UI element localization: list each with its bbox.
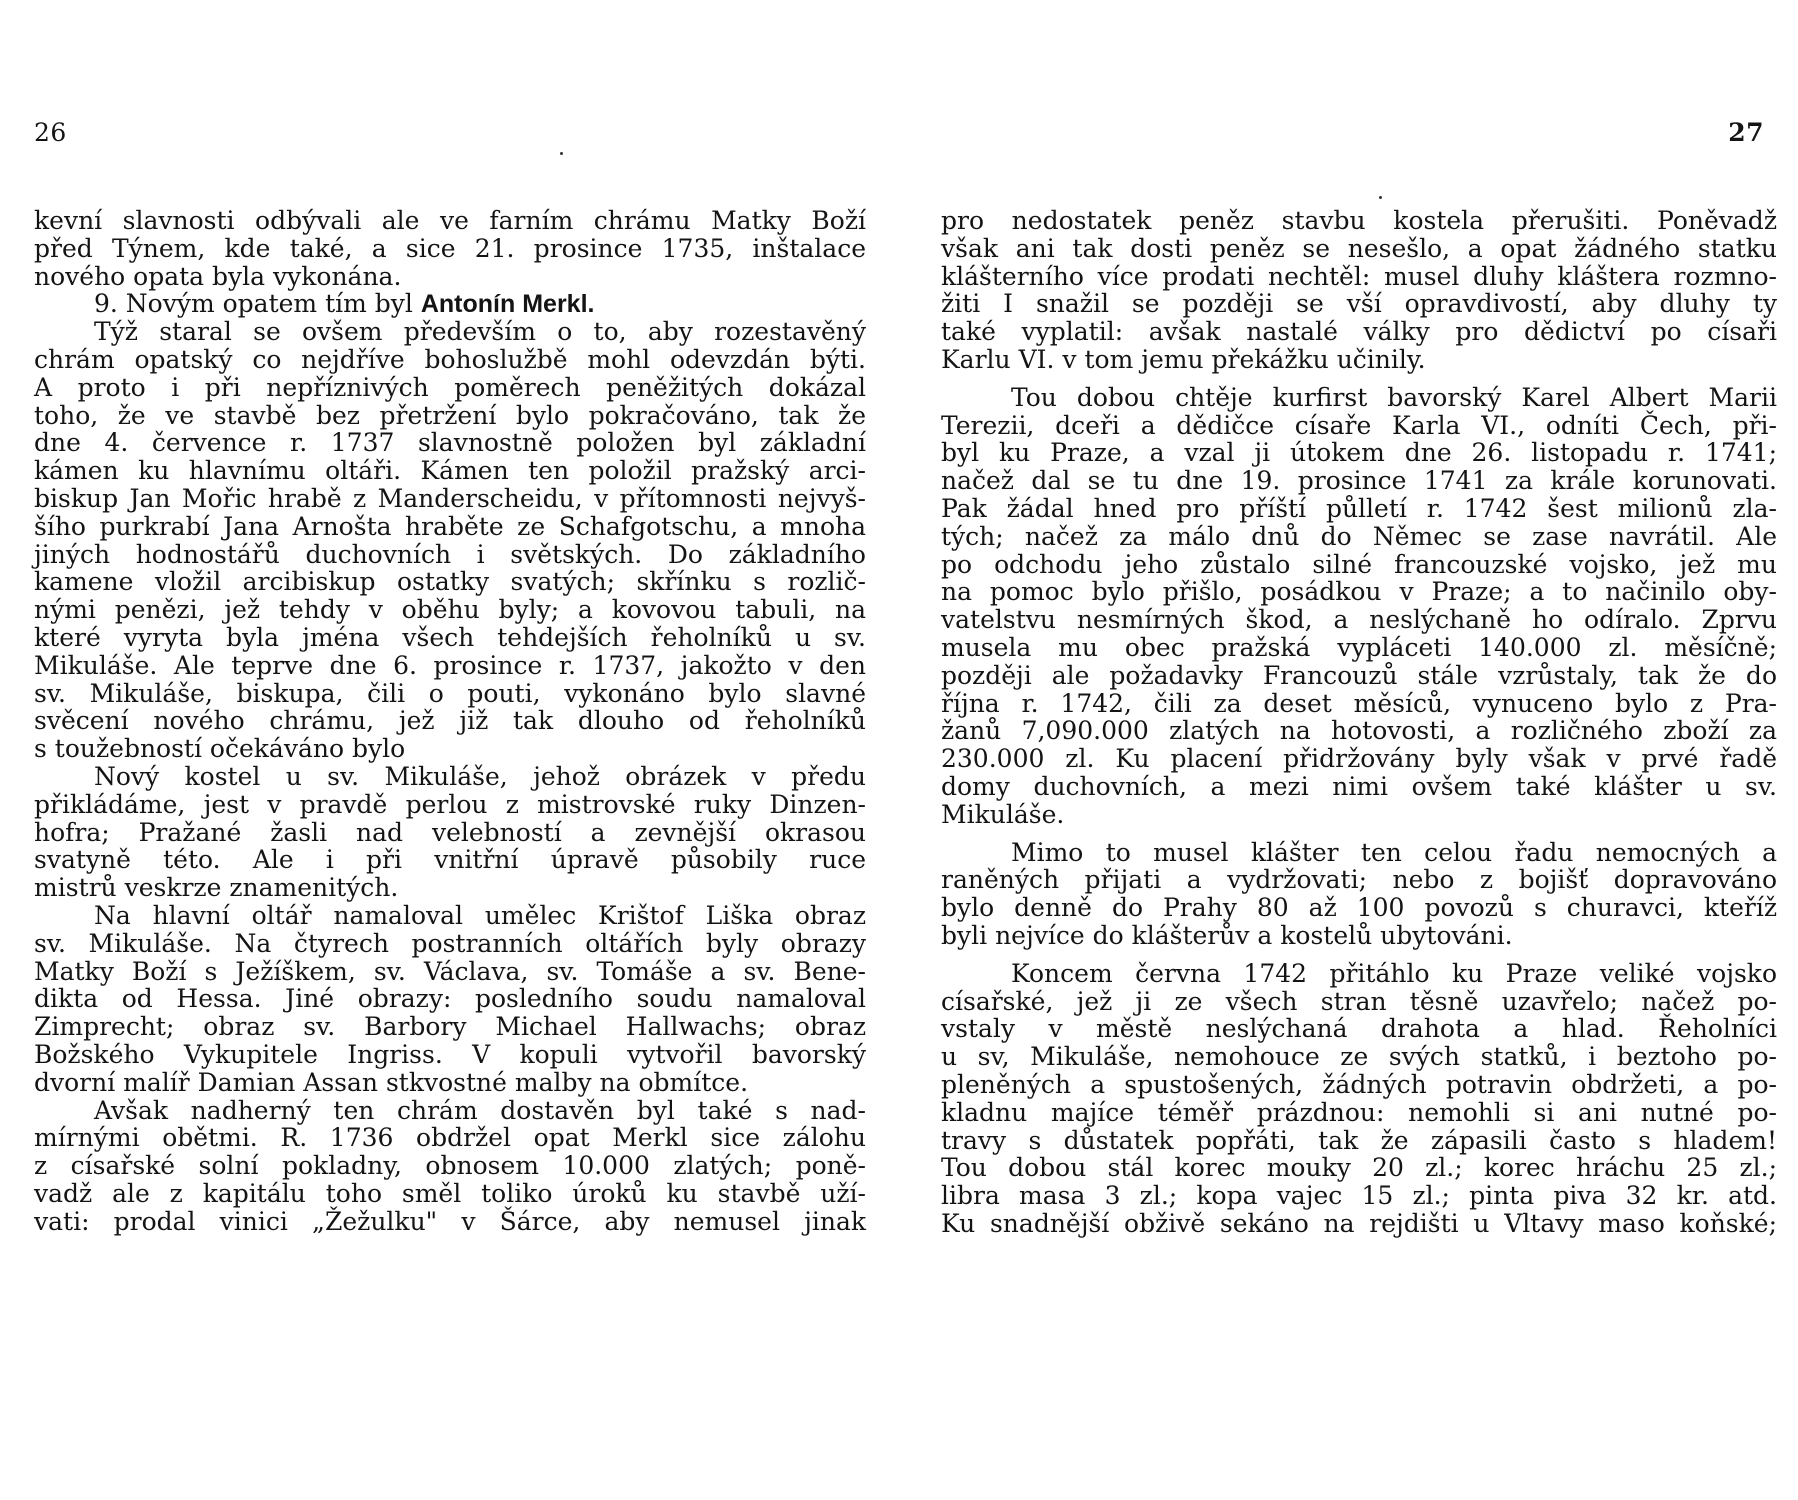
text-line bbox=[34, 485, 866, 513]
line-text: na pomoc bylo přišlo, posádkou v Praze; a to načinilo oby- bbox=[941, 577, 1777, 607]
line-text: A proto i při nepříznivých poměrech peněžitých dokázal bbox=[34, 372, 866, 402]
line-text: žiti I snažil se později se vší opravdivostí, aby dluhy ty bbox=[941, 289, 1777, 319]
text-line bbox=[34, 541, 866, 569]
line-text: načež dal se tu dne 19. prosince 1741 za krále korunovati. bbox=[941, 466, 1777, 496]
line-text: s toužebností očekáváno bylo bbox=[34, 734, 406, 764]
text-line bbox=[941, 1210, 1777, 1238]
text-line bbox=[941, 1015, 1777, 1043]
line-text: Karlu VI. v tom jemu překážku učinily. bbox=[941, 344, 1426, 374]
text-line bbox=[34, 930, 866, 958]
text-line bbox=[34, 263, 866, 291]
line-text: dikta od Hessa. Jiné obrazy: posledního soudu namaloval bbox=[34, 984, 866, 1014]
text-line bbox=[941, 467, 1777, 495]
text-line bbox=[941, 263, 1777, 291]
text-line bbox=[941, 662, 1777, 690]
line-text: vati: prodal vinici „Žežulku" v Šárce, aby nemusel jinak bbox=[34, 1206, 866, 1236]
line-text: byl ku Praze, a vzal ji útokem dne 26. listopadu r. 1741; bbox=[941, 438, 1777, 468]
text-line bbox=[34, 235, 866, 263]
text-line bbox=[941, 1154, 1777, 1182]
text-line bbox=[34, 318, 866, 346]
line-text: sv. Mikuláše, biskupa, čili o pouti, vykonáno bylo slavné bbox=[34, 678, 866, 708]
text-line bbox=[34, 624, 866, 652]
text-line bbox=[941, 235, 1777, 263]
line-text: vatelstvu nesmírných škod, a neslýchaně ho odíralo. Zprvu bbox=[941, 605, 1777, 635]
text-line bbox=[34, 346, 866, 374]
text-line bbox=[34, 290, 866, 318]
text-line bbox=[34, 707, 866, 735]
text-line bbox=[34, 819, 866, 847]
text-line bbox=[941, 634, 1777, 662]
line-text: 230.000 zl. Ku placení přidržovány byly však v prvé řadě bbox=[941, 744, 1777, 774]
line-text: Avšak nadherný ten chrám dostavěn byl také s nad- bbox=[94, 1095, 866, 1125]
text-line bbox=[34, 791, 866, 819]
line-text: Ku snadnější obživě sekáno na rejdišti u Vltavy maso koňské; bbox=[941, 1208, 1777, 1238]
text-line bbox=[34, 207, 866, 235]
line-text: Pak žádal hned pro příští půlletí r. 1742 šest milionů zla- bbox=[941, 493, 1777, 523]
line-text: Na hlavní oltář namaloval umělec Krištof Liška obraz bbox=[94, 900, 866, 930]
text-line bbox=[34, 513, 866, 541]
line-text: císařské, jež ji ze všech stran těsně uzavřelo; načež po- bbox=[941, 986, 1777, 1016]
line-text: Mikuláše. Ale teprve dne 6. prosince r. 1737, jakožto v den bbox=[34, 650, 866, 680]
text-line bbox=[34, 680, 866, 708]
text-line bbox=[34, 1013, 866, 1041]
text-line bbox=[34, 1124, 866, 1152]
line-text: také vyplatil: avšak nastalé války pro dědictví po císaři bbox=[941, 317, 1777, 347]
text-line bbox=[34, 1208, 866, 1236]
line-text: Zimprecht; obraz sv. Barbory Michael Hallwachs; obraz bbox=[34, 1012, 866, 1042]
text-line bbox=[941, 318, 1777, 346]
text-line bbox=[941, 894, 1777, 922]
line-text: mistrů veskrze znamenitých. bbox=[34, 873, 399, 903]
text-line bbox=[941, 922, 1777, 950]
line-text: sv. Mikuláše. Na čtyrech postranních oltářích byly obrazy bbox=[34, 928, 866, 958]
text-line bbox=[941, 773, 1777, 801]
text-line bbox=[941, 551, 1777, 579]
text-line bbox=[941, 1071, 1777, 1099]
text-line bbox=[34, 985, 866, 1013]
line-text: domy duchovních, a mezi nimi ovšem také klášter u sv. bbox=[941, 771, 1777, 801]
text-line bbox=[34, 763, 866, 791]
line-text: Mikuláše. bbox=[941, 799, 1065, 829]
text-line bbox=[941, 578, 1777, 606]
text-line bbox=[34, 568, 866, 596]
line-text: Mimo to musel klášter ten celou řadu nemocných a bbox=[1011, 837, 1777, 867]
line-text: dvorní malíř Damian Assan stkvostné malby na obmítce. bbox=[34, 1067, 749, 1097]
line-text: Tou dobou stál korec mouky 20 zl.; korec hráchu 25 zl.; bbox=[941, 1153, 1777, 1183]
line-text: Koncem června 1742 přitáhlo ku Praze veliké vojsko bbox=[1011, 958, 1777, 988]
text-line bbox=[34, 1180, 866, 1208]
text-line bbox=[941, 1043, 1777, 1071]
text-line bbox=[34, 1097, 866, 1125]
text-line bbox=[941, 290, 1777, 318]
line-text: před Týnem, kde také, a sice 21. prosince 1735, inštalace bbox=[34, 233, 866, 263]
text-line bbox=[941, 384, 1777, 412]
print-speck bbox=[1379, 196, 1382, 199]
text-line bbox=[34, 735, 866, 763]
line-text: pleněných a spustošených, žádných potravin obdržeti, a po- bbox=[941, 1069, 1777, 1099]
line-text: Božského Vykupitele Ingriss. V kopuli vytvořil bavorský bbox=[34, 1039, 866, 1069]
text-line bbox=[941, 523, 1777, 551]
text-line bbox=[941, 412, 1777, 440]
line-text: přikládáme, jest v pravdě perlou z mistrovské ruky Dinzen- bbox=[34, 789, 866, 819]
line-text: vadž ale z kapitálu toho směl toliko úroků ku stavbě uží- bbox=[34, 1178, 866, 1208]
text-line bbox=[34, 846, 866, 874]
text-line bbox=[941, 207, 1777, 235]
line-text: pro nedostatek peněz stavbu kostela přerušiti. Poněvadž bbox=[941, 206, 1777, 235]
text-line bbox=[34, 902, 866, 930]
line-text: Týž staral se ovšem především o to, aby rozestavěný bbox=[94, 317, 866, 347]
text-line bbox=[941, 717, 1777, 745]
line-text: po odchodu jeho zůstalo silné francouzské vojsko, jež mu bbox=[941, 549, 1777, 579]
text-line bbox=[941, 346, 1777, 374]
text-line bbox=[941, 690, 1777, 718]
text-line bbox=[941, 606, 1777, 634]
text-line bbox=[941, 988, 1777, 1016]
page-number-right: 27 bbox=[1728, 118, 1764, 147]
text-line bbox=[34, 596, 866, 624]
text-line bbox=[34, 429, 866, 457]
line-text: kámen ku hlavnímu oltáři. Kámen ten položil pražský arci- bbox=[34, 456, 866, 486]
line-text: z císařské solní pokladny, obnosem 10.000 zlatých; poně- bbox=[34, 1151, 866, 1181]
line-text: později ale požadavky Francouzů stále vzrůstaly, tak že do bbox=[941, 660, 1777, 690]
line-text: bylo denně do Prahy 80 až 100 povozů s churavci, kteříž bbox=[941, 893, 1777, 923]
line-text: libra masa 3 zl.; kopa vajec 15 zl.; pinta piva 32 kr. atd. bbox=[941, 1181, 1777, 1211]
text-line bbox=[34, 1152, 866, 1180]
line-text: biskup Jan Mořic hrabě z Manderscheidu, v přítomnosti nejvyš- bbox=[34, 483, 866, 513]
line-text: svěcení nového chrámu, jež již tak dlouho od řeholníků bbox=[34, 706, 866, 736]
text-line bbox=[34, 1069, 866, 1097]
line-text: dne 4. července r. 1737 slavnostně položen byl základní bbox=[34, 428, 866, 458]
line-text: Nový kostel u sv. Mikuláše, jehož obrázek v předu bbox=[94, 761, 866, 791]
text-line bbox=[941, 1099, 1777, 1127]
line-text: nového opata byla vykonána. bbox=[34, 261, 402, 291]
text-line bbox=[941, 1182, 1777, 1210]
text-line bbox=[34, 457, 866, 485]
line-text: svatyně této. Ale i při vnitřní úpravě působily ruce bbox=[34, 845, 866, 875]
text-line bbox=[941, 866, 1777, 894]
text-line bbox=[941, 801, 1777, 829]
line-text: vstaly v městě neslýchaná drahota a hlad. Řeholníci bbox=[941, 1014, 1777, 1044]
text-line bbox=[34, 652, 866, 680]
text-line bbox=[941, 439, 1777, 467]
text-line bbox=[34, 402, 866, 430]
line-text: kamene vložil arcibiskup ostatky svatých; skřínku s rozlič- bbox=[34, 567, 866, 597]
line-text: kladnu majíce téměř prázdnou: nemohli si ani nutné po- bbox=[941, 1097, 1777, 1127]
line-text: byli nejvíce do klášterův a kostelů ubytováni. bbox=[941, 920, 1513, 950]
text-line bbox=[34, 958, 866, 986]
line-text: Terezii, dceři a dědičce císaře Karla VI., odníti Čech, při- bbox=[941, 410, 1777, 440]
line-text: u sv, Mikuláše, nemohouce ze svých statků, i beztoho po- bbox=[941, 1042, 1777, 1072]
line-text: chrám opatský co nejdříve bohoslužbě mohl odevzdán býti. bbox=[34, 344, 866, 374]
line-text: října r. 1742, čili za deset měsíců, vynuceno bylo z Pra- bbox=[941, 688, 1777, 718]
line-text: šího purkrabí Jana Arnošta hraběte ze Schafgotschu, a mnoha bbox=[34, 511, 866, 541]
text-line bbox=[34, 874, 866, 902]
right-text-column bbox=[941, 207, 1777, 1238]
line-text: 9. Novým opatem tím byl bbox=[94, 289, 413, 319]
line-text: raněných přijati a vydržovati; nebo z bojišť dopravováno bbox=[941, 865, 1777, 895]
text-line bbox=[941, 745, 1777, 773]
line-text: musela mu obec pražská vypláceti 140.000 zl. měsíčně; bbox=[941, 632, 1777, 662]
line-text: jiných hodnostářů duchovních i světských. Do základního bbox=[34, 539, 866, 569]
line-text: však ani tak dosti peněz se nesešlo, a opat žádného statku bbox=[941, 233, 1777, 263]
left-text-column bbox=[34, 207, 866, 1235]
text-line bbox=[941, 839, 1777, 867]
print-speck bbox=[560, 152, 563, 155]
text-line bbox=[941, 960, 1777, 988]
text-line bbox=[34, 374, 866, 402]
abbot-name: Antonín Merkl. bbox=[420, 290, 595, 319]
line-text: mírnými obětmi. R. 1736 obdržel opat Merkl sice zálohu bbox=[34, 1123, 866, 1153]
text-line bbox=[941, 1127, 1777, 1155]
line-text: klášterního více prodati nechtěl: musel dluhy kláštera rozmno- bbox=[941, 261, 1777, 291]
line-text: Tou dobou chtěje kurfirst bavorský Karel Albert Marii bbox=[1011, 382, 1777, 412]
line-text: hofra; Pražané žasli nad velebností a zevnější okrasou bbox=[34, 817, 866, 847]
text-line bbox=[941, 495, 1777, 523]
line-text: kevní slavnosti odbývali ale ve farním chrámu Matky Boží bbox=[34, 206, 866, 235]
page-number-left: 26 bbox=[34, 118, 67, 147]
text-line bbox=[34, 1041, 866, 1069]
line-text: Matky Boží s Ježíškem, sv. Václava, sv. Tomáše a sv. Bene- bbox=[34, 956, 866, 986]
line-text: žanů 7,090.000 zlatých na hotovosti, a rozličného zboží za bbox=[941, 716, 1777, 746]
line-text: tých; načež za málo dnů do Němec se zase navrátil. Ale bbox=[941, 521, 1777, 551]
line-text: které vyryta byla jména všech tehdejších řeholníků u sv. bbox=[34, 622, 866, 652]
line-text: toho, že ve stavbě bez přetržení bylo pokračováno, tak že bbox=[34, 400, 866, 430]
line-text: nými penězi, jež tehdy v oběhu byly; a kovovou tabuli, na bbox=[34, 595, 866, 625]
line-text: travy s důstatek popřáti, tak že zápasili často s hladem! bbox=[941, 1125, 1777, 1155]
right-page bbox=[899, 0, 1798, 1500]
